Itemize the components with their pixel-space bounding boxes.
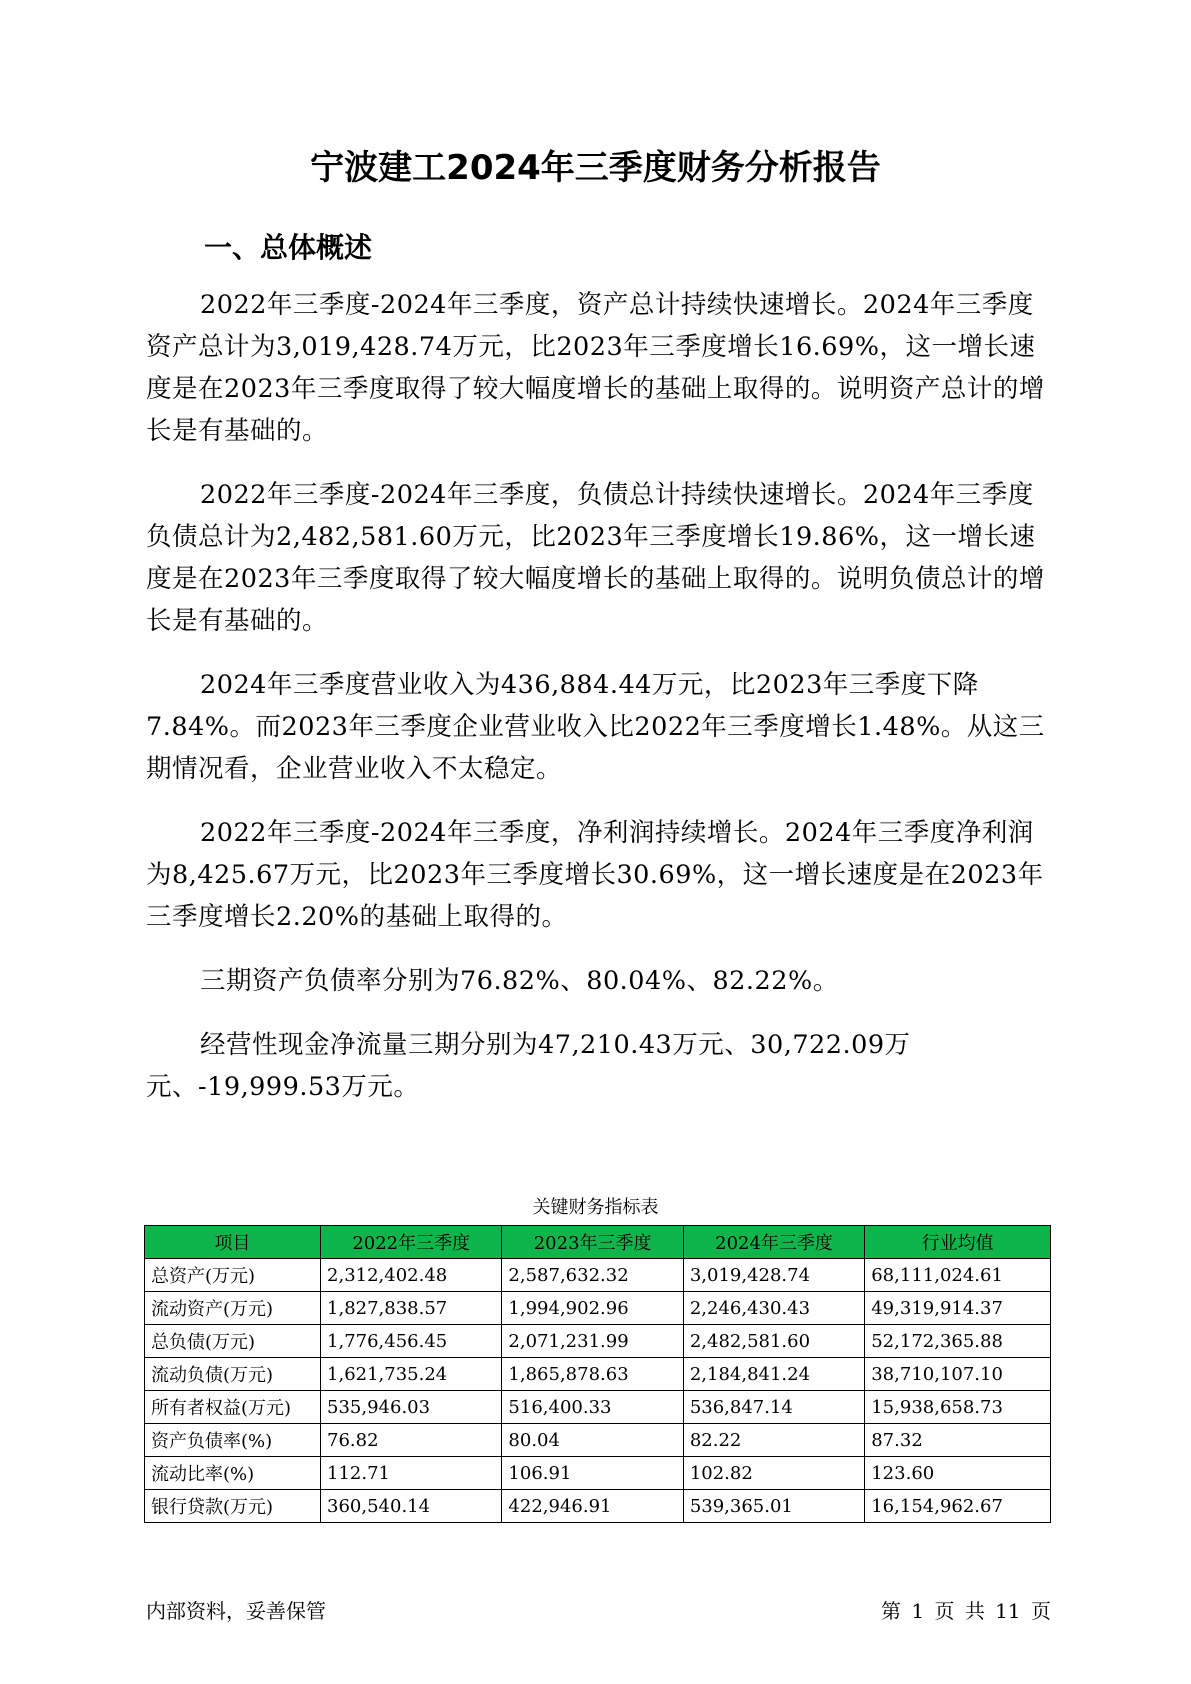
header-item: 项目 (145, 1226, 321, 1259)
row-label: 流动负债(万元) (145, 1358, 321, 1391)
header-2024-q3: 2024年三季度 (683, 1226, 864, 1259)
page-title: 宁波建工2024年三季度财务分析报告 (310, 148, 881, 188)
cell-value: 68,111,024.61 (865, 1259, 1051, 1292)
cell-value: 123.60 (865, 1457, 1051, 1490)
cell-value: 536,847.14 (683, 1391, 864, 1424)
cell-value: 1,827,838.57 (321, 1292, 502, 1325)
row-label: 总资产(万元) (145, 1259, 321, 1292)
cell-value: 102.82 (683, 1457, 864, 1490)
cell-value: 76.82 (321, 1424, 502, 1457)
row-label: 所有者权益(万元) (145, 1391, 321, 1424)
section-heading-overview: 一、总体概述 (204, 231, 373, 264)
cell-value: 535,946.03 (321, 1391, 502, 1424)
key-financial-indicators-table (144, 1225, 1051, 1523)
table-row (145, 1358, 1051, 1391)
cell-value: 422,946.91 (502, 1490, 683, 1523)
cell-value: 1,865,878.63 (502, 1358, 683, 1391)
footer-confidential-note: 内部资料，妥善保管 (146, 1599, 326, 1623)
cell-value: 3,019,428.74 (683, 1259, 864, 1292)
cell-value: 1,994,902.96 (502, 1292, 683, 1325)
cell-value: 49,319,914.37 (865, 1292, 1051, 1325)
cell-value: 1,776,456.45 (321, 1325, 502, 1358)
cell-value: 38,710,107.10 (865, 1358, 1051, 1391)
row-label: 总负债(万元) (145, 1325, 321, 1358)
table-row (145, 1490, 1051, 1523)
paragraph-total-liabilities: 2022年三季度-2024年三季度，负债总计持续快速增长。2024年三季度负债总计为2,482,581.60万元，比2023年三季度增长19.86%，这一增长速度是在2023年三季度取得了较大幅度增长的基础上取得的。说明负债总计的增长是有基础的。 (146, 480, 1045, 636)
cell-value: 2,587,632.32 (502, 1259, 683, 1292)
cell-value: 539,365.01 (683, 1490, 864, 1523)
cell-value: 2,312,402.48 (321, 1259, 502, 1292)
row-label: 银行贷款(万元) (145, 1490, 321, 1523)
cell-value: 82.22 (683, 1424, 864, 1457)
table-row (145, 1457, 1051, 1490)
overview-body (146, 284, 1046, 1130)
cell-value: 15,938,658.73 (865, 1391, 1051, 1424)
paragraph-revenue: 2024年三季度营业收入为436,884.44万元，比2023年三季度下降7.84%。而2023年三季度企业营业收入比2022年三季度增长1.48%。从这三期情况看，企业营业收入不太稳定。 (146, 670, 1045, 784)
table-caption: 关键财务指标表 (532, 1197, 659, 1218)
paragraph-total-assets: 2022年三季度-2024年三季度，资产总计持续快速增长。2024年三季度资产总计为3,019,428.74万元，比2023年三季度增长16.69%，这一增长速度是在2023年三季度取得了较大幅度增长的基础上取得的。说明资产总计的增长是有基础的。 (146, 290, 1045, 446)
table-row (145, 1424, 1051, 1457)
header-2022-q3: 2022年三季度 (321, 1226, 502, 1259)
cell-value: 2,246,430.43 (683, 1292, 864, 1325)
cell-value: 87.32 (865, 1424, 1051, 1457)
paragraph-net-profit: 2022年三季度-2024年三季度，净利润持续增长。2024年三季度净利润为8,425.67万元，比2023年三季度增长30.69%，这一增长速度是在2023年三季度增长2.20%的基础上取得的。 (146, 818, 1044, 932)
row-label: 流动资产(万元) (145, 1292, 321, 1325)
row-label: 资产负债率(%) (145, 1424, 321, 1457)
cell-value: 1,621,735.24 (321, 1358, 502, 1391)
paragraph-cash-flow: 经营性现金净流量三期分别为47,210.43万元、30,722.09万元、-19,999.53万元。 (146, 1030, 911, 1102)
header-industry-average: 行业均值 (865, 1226, 1051, 1259)
header-2023-q3: 2023年三季度 (502, 1226, 683, 1259)
table-row (145, 1292, 1051, 1325)
cell-value: 112.71 (321, 1457, 502, 1490)
cell-value: 106.91 (502, 1457, 683, 1490)
cell-value: 2,071,231.99 (502, 1325, 683, 1358)
cell-value: 52,172,365.88 (865, 1325, 1051, 1358)
cell-value: 516,400.33 (502, 1391, 683, 1424)
table-row (145, 1325, 1051, 1358)
table-row (145, 1259, 1051, 1292)
footer-page-number: 第 1 页 共 11 页 (881, 1599, 1051, 1623)
cell-value: 2,482,581.60 (683, 1325, 864, 1358)
cell-value: 80.04 (502, 1424, 683, 1457)
paragraph-debt-ratio: 三期资产负债率分别为76.82%、80.04%、82.22%。 (200, 966, 839, 996)
cell-value: 2,184,841.24 (683, 1358, 864, 1391)
table-row (145, 1391, 1051, 1424)
cell-value: 16,154,962.67 (865, 1490, 1051, 1523)
table-header-row (145, 1226, 1051, 1259)
cell-value: 360,540.14 (321, 1490, 502, 1523)
row-label: 流动比率(%) (145, 1457, 321, 1490)
